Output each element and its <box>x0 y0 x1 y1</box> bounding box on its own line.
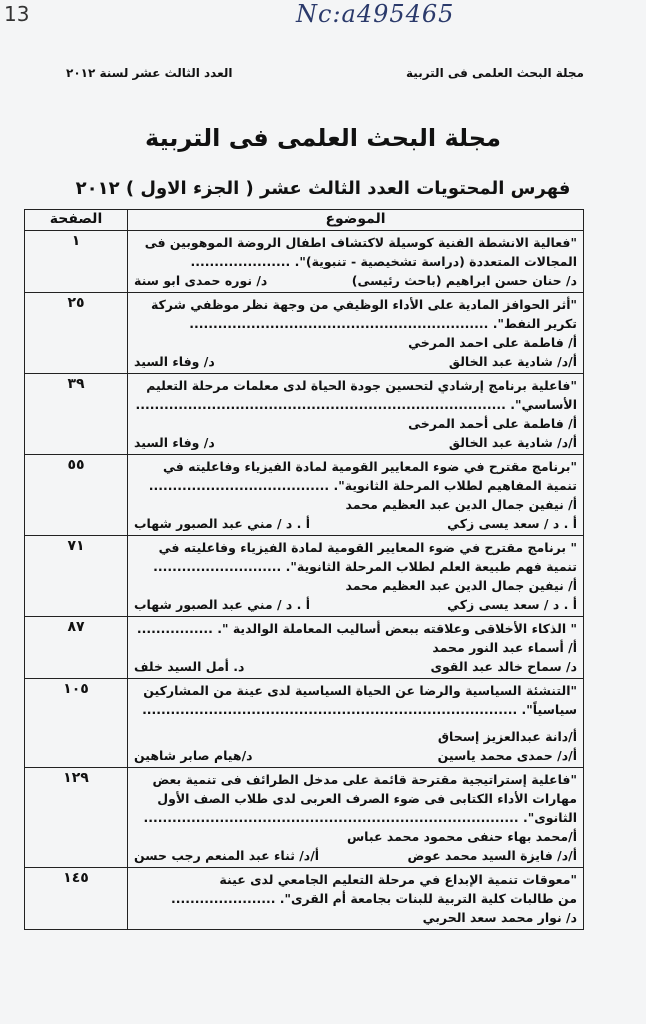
author-name: أ . د / مني عبد الصبور شهاب <box>134 516 311 531</box>
author-name: أ/د/ فايزة السيد محمد عوض <box>407 848 577 863</box>
authors-line <box>134 414 577 433</box>
row-page-number: ١٤٥ <box>25 868 128 930</box>
author-name: أ . د / مني عبد الصبور شهاب <box>134 597 311 612</box>
row-topic-cell <box>128 868 584 930</box>
authors-line <box>134 514 577 533</box>
column-header-topic: الموضوع <box>128 210 584 231</box>
author-name: د/ حنان حسن ابراهيم (باحث رئيسى) <box>351 273 577 288</box>
authors-line <box>134 727 577 746</box>
toc-title: فهرس المحتويات العدد الثالث عشر ( الجزء الاول ) ٢٠١٢ <box>75 178 571 199</box>
table-row <box>25 374 584 455</box>
row-topic-cell <box>128 374 584 455</box>
author-name: أ . د / سعد يسى زكي <box>447 516 577 531</box>
table-row <box>25 868 584 930</box>
author-name: أ/محمد بهاء حنفى محمود محمد عباس <box>346 829 577 844</box>
article-title-line: " الذكاء الأخلاقى وعلاقته ببعض أساليب المعاملة الوالدية ". ................ <box>136 621 577 636</box>
author-name: أ/د/ شادية عبد الخالق <box>448 435 577 450</box>
article-title-line: مهارات الأداء الكتابى فى ضوء الصرف العربى لدى طلاب الصف الأول <box>157 791 577 806</box>
authors-line <box>134 352 577 371</box>
article-title-line: "برنامج مقترح في ضوء المعايير القومية لمادة الفيزياء وفاعليته في <box>162 459 577 474</box>
author-name: د/ سماح خالد عبد القوى <box>430 659 577 674</box>
row-topic-cell <box>128 679 584 768</box>
article-title-line: " برنامج مقترح في ضوء المعايير القومية لمادة الفيزياء وفاعليته في <box>158 540 577 555</box>
row-page-number: ١ <box>25 231 128 293</box>
page-number: 13 <box>4 2 30 26</box>
author-name: أ/ فاطمة على احمد المرخي <box>408 335 577 350</box>
authors-line <box>134 657 577 676</box>
author-name: أ/د/ ثناء عبد المنعم رجب حسن <box>134 848 320 863</box>
author-name: د/ نوار محمد سعد الحربي <box>422 910 577 925</box>
authors-line <box>134 638 577 657</box>
article-title-line: من طالبات كلية التربية للبنات بجامعة أم القرى". ...................... <box>170 891 577 906</box>
row-topic-cell <box>128 536 584 617</box>
article-title-line: "معوقات تنمية الإبداع في مرحلة التعليم الجامعي لدى عينة <box>219 872 577 887</box>
author-name: د/ وفاء السيد <box>134 354 215 369</box>
article-title-line: الثانوى". ............................................................................... <box>143 810 577 825</box>
author-name: د/ نوره حمدى ابو سنة <box>134 273 268 288</box>
row-topic-cell <box>128 768 584 868</box>
row-topic-cell <box>128 455 584 536</box>
table-row <box>25 536 584 617</box>
contents-table-body <box>25 231 584 930</box>
article-title-line: تنمية فهم طبيعة العلم لطلاب المرحلة الثانوية". ........................... <box>153 559 577 574</box>
author-name: د. أمل السيد خلف <box>134 659 245 674</box>
author-name: أ/ أسماء عبد النور محمد <box>432 640 577 655</box>
authors-line <box>134 846 577 865</box>
article-title-line: "فاعلية إستراتيجية مقترحة قائمة على مدخل الطرائف فى تنمية بعض <box>152 772 577 787</box>
authors-line <box>134 495 577 514</box>
authors-line <box>134 827 577 846</box>
article-title-line: "أثر الحوافز المادية على الأداء الوظيفي من وجهة نظر موظفي شركة <box>150 297 577 312</box>
row-page-number: ٧١ <box>25 536 128 617</box>
row-topic-cell <box>128 231 584 293</box>
authors-line <box>134 746 577 765</box>
table-header-row <box>25 210 584 231</box>
author-name: أ/ فاطمة على أحمد المرخى <box>408 416 577 431</box>
author-name: د/هيام صابر شاهين <box>134 748 253 763</box>
column-header-page: الصفحة <box>25 210 128 231</box>
table-row <box>25 455 584 536</box>
authors-line <box>134 433 577 452</box>
author-name: أ . د / سعد يسى زكي <box>447 597 577 612</box>
authors-line <box>134 271 577 290</box>
author-name: أ/ نيفين جمال الدين عبد العظيم محمد <box>345 497 577 512</box>
author-name: أ/د/ حمدى محمد ياسين <box>437 748 577 763</box>
authors-line <box>134 908 577 927</box>
authors-line <box>134 333 577 352</box>
running-header-issue: العدد الثالث عشر لسنة ٢٠١٢ <box>66 66 233 80</box>
author-name: أ/ نيفين جمال الدين عبد العظيم محمد <box>345 578 577 593</box>
table-row <box>25 231 584 293</box>
row-page-number: ٢٥ <box>25 293 128 374</box>
row-page-number: ٥٥ <box>25 455 128 536</box>
article-title-line: تنمية المفاهيم لطلاب المرحلة الثانوية". ...................................... <box>148 478 577 493</box>
author-name: د/ وفاء السيد <box>134 435 215 450</box>
table-row <box>25 293 584 374</box>
article-title-line: سياسياً". ............................................................................... <box>142 702 577 717</box>
running-header-journal: مجلة البحث العلمى فى التربية <box>406 66 584 80</box>
author-name: أ/د/ شادية عبد الخالق <box>448 354 577 369</box>
row-topic-cell <box>128 617 584 679</box>
article-title-line: "فعالية الانشطة الفنية كوسيلة لاكتشاف اطفال الروضة الموهوبين فى <box>144 235 577 250</box>
row-topic-cell <box>128 293 584 374</box>
article-title-line: تكرير النفط". ............................................................... <box>189 316 577 331</box>
row-page-number: ٣٩ <box>25 374 128 455</box>
authors-line <box>134 595 577 614</box>
article-title-line: المجالات المتعددة (دراسة تشخيصية - تنبوية)". ..................... <box>190 254 577 269</box>
author-name: أ/دانة عبدالعزيز إسحاق <box>437 729 577 744</box>
table-row <box>25 679 584 768</box>
article-title-line: "التنشئة السياسية والرضا عن الحياة السياسية لدى عينة من المشاركين <box>143 683 577 698</box>
table-row <box>25 617 584 679</box>
contents-table <box>24 209 584 930</box>
row-page-number: ١٠٥ <box>25 679 128 768</box>
handwritten-note: Nc:a495465 <box>296 0 455 28</box>
article-title-line: الأساسي". .............................................................................. <box>135 397 577 412</box>
row-page-number: ٨٧ <box>25 617 128 679</box>
row-page-number: ١٢٩ <box>25 768 128 868</box>
authors-line <box>134 719 577 727</box>
article-title-line: "فاعلية برنامج إرشادي لتحسين جودة الحياة لدى معلمات مرحلة التعليم <box>146 378 577 393</box>
authors-line <box>134 576 577 595</box>
table-row <box>25 768 584 868</box>
journal-title: مجلة البحث العلمى فى التربية <box>145 124 501 152</box>
